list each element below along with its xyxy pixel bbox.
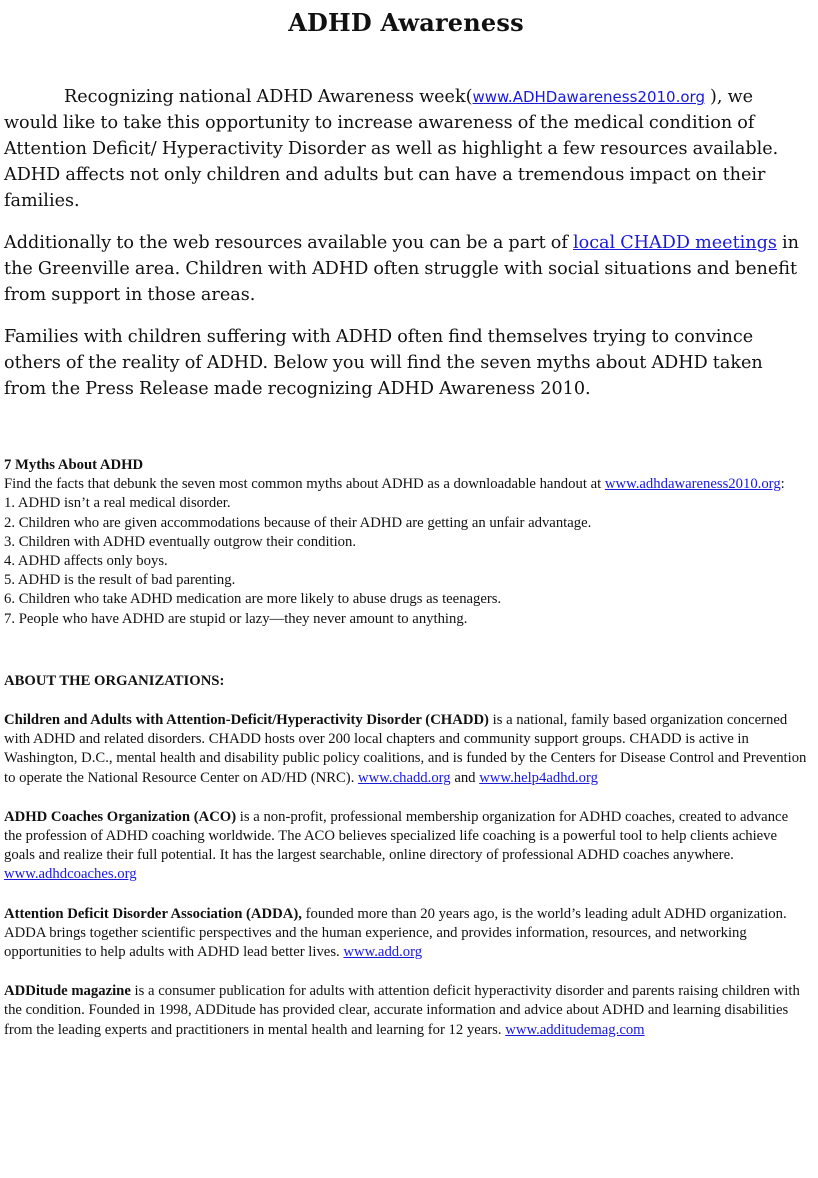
myth-item-4: 4. ADHD affects only boys. <box>4 553 168 570</box>
myth-item-5: 5. ADHD is the result of bad parenting. <box>4 572 236 589</box>
intro-p2-text-after: in the Greenville area. Children with ADHD often struggle with social situations and benefit from support in those areas. <box>4 233 799 305</box>
intro-p2-text-before: Additionally to the web resources available you can be a part of <box>4 233 573 253</box>
org-chadd-and: and <box>450 769 480 786</box>
intro-paragraph-1 <box>4 84 808 214</box>
intro-p1-text-after: ), we would like to take this opportunity to increase awareness of the medical condition of Attention Deficit/ Hyperactivity Disorder as well as highlight a few resources available. ADHD affects not only children and adults but can have a tremendous impact on their families. <box>4 87 779 211</box>
org-additude-name: ADDitude magazine <box>4 983 131 1000</box>
about-heading: ABOUT THE ORGANIZATIONS: <box>4 672 225 689</box>
myth-item-7: 7. People who have ADHD are stupid or lazy—they never amount to anything. <box>4 610 468 627</box>
org-chadd-text: is a national, family based organization concerned with ADHD and related disorders. CHADD hosts over 200 local chapters and community support groups. CHADD is active in Washington, D.C., mental health and disability public policy coalitions, and is funded by the Centers for Disease Control and Prevention to operate the National Resource Center on AD/HD (NRC). <box>4 712 807 786</box>
myths-lead-text: Find the facts that debunk the seven most common myths about ADHD as a downloadable handout at <box>4 476 605 493</box>
adhdcoaches-link[interactable]: www.adhdcoaches.org <box>4 866 137 883</box>
org-additude-text: is a consumer publication for adults with attention deficit hyperactivity disorder and parents raising children with the condition. Founded in 1998, ADDitude has provided clear, accurate information and advice about ADHD and learning disabilities from the leading experts and practitioners in mental health and learning for 12 years. <box>4 983 800 1038</box>
org-aco <box>4 808 808 885</box>
org-aco-text: is a non-profit, professional membership organization for ADHD coaches, created to advance the profession of ADHD coaching worldwide. The ACO believes specialized life coaching is a powerful tool to help clients achieve goals and realize their full potential. It has the largest searchable, online directory of professional ADHD coaches anywhere. <box>4 808 789 864</box>
local-chadd-meetings-link[interactable]: local CHADD meetings <box>572 233 777 253</box>
myths-lead <box>4 475 808 494</box>
myths-title: 7 Myths About ADHD <box>4 457 144 473</box>
org-adda <box>4 905 808 963</box>
myth-item-6: 6. Children who take ADHD medication are more likely to abuse drugs as teenagers. <box>4 591 502 608</box>
intro-paragraph-2 <box>4 230 808 308</box>
org-adda-text: founded more than 20 years ago, is the world’s leading adult ADHD organization. ADDA brings together scientific perspectives and the human experience, and provides information, resources, and networking opportunities to help adults with ADHD lead better lives. <box>4 905 787 961</box>
add-org-link[interactable]: www.add.org <box>343 944 423 961</box>
help4adhd-link[interactable]: www.help4adhd.org <box>479 769 598 786</box>
org-chadd <box>4 711 808 788</box>
myth-item-2: 2. Children who are given accommodations because of their ADHD are getting an unfair advantage. <box>4 514 592 531</box>
org-aco-name: ADHD Coaches Organization (ACO) <box>4 808 237 825</box>
additudemag-link[interactable]: www.additudemag.com <box>505 1021 645 1038</box>
page-title: ADHD Awareness <box>288 8 524 37</box>
adhdawareness-handout-link[interactable]: www.adhdawareness2010.org <box>604 476 781 493</box>
intro-p1-text-before: Recognizing national ADHD Awareness week( <box>64 87 473 107</box>
myths-lead-end: : <box>780 476 785 493</box>
myth-item-3: 3. Children with ADHD eventually outgrow their condition. <box>4 533 357 550</box>
myths-section <box>4 456 808 629</box>
intro-paragraph-3: Families with children suffering with ADHD often find themselves trying to convince others of the reality of ADHD. Below you will find the seven myths about ADHD taken from the Press Release made recognizing ADHD Awareness 2010. <box>4 327 763 399</box>
org-chadd-name: Children and Adults with Attention-Deficit/Hyperactivity Disorder (CHADD) <box>4 712 489 729</box>
adhd-awareness-link[interactable]: www.ADHDawareness2010.org <box>472 88 705 106</box>
myth-item-1: 1. ADHD isn’t a real medical disorder. <box>4 495 231 512</box>
chadd-link[interactable]: www.chadd.org <box>358 769 451 786</box>
org-additude <box>4 982 808 1040</box>
org-adda-name: Attention Deficit Disorder Association (ADDA), <box>4 905 302 922</box>
